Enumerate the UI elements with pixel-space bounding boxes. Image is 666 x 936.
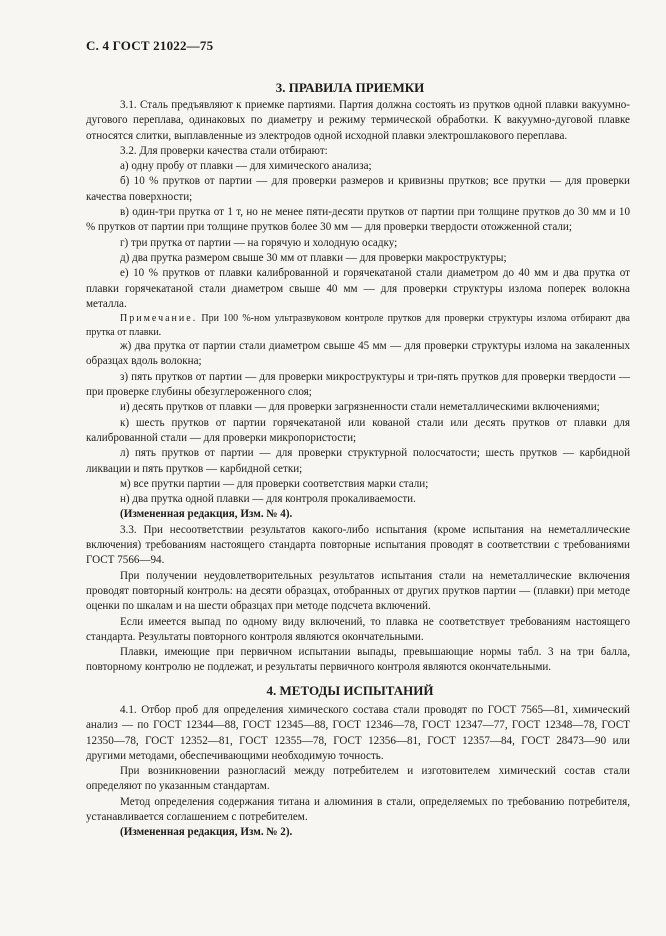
- list-item: д) два прутка размером свыше 30 мм от плавки — для проверки макроструктуры;: [120, 251, 507, 264]
- paragraph: 3.3. При несоответствии результатов какого-либо испытания (кроме испытания на неметаллические включения) требованиям настоящего стандарта повторные испытания проводят в соответствии с требованиями ГОСТ 7566—94.: [86, 523, 630, 567]
- list-item: м) все прутки партии — для проверки соответствия марки стали;: [120, 477, 429, 490]
- list-item: б) 10 % прутков от партии — для проверки размеров и кривизны прутков; все прутки — для проверки качества поверхности;: [86, 175, 630, 203]
- list-item: и) десять прутков от плавки — для проверки загрязненности стали неметаллическими включениями;: [120, 401, 600, 414]
- section-4-title: 4. МЕТОДЫ ИСПЫТАНИЙ: [266, 683, 434, 698]
- section-3-body: [86, 98, 630, 676]
- list-item: к) шесть прутков от партии горячекатаной или кованой стали или десять прутков от плавки для калиброванной стали — для проверки микропористости;: [86, 416, 630, 444]
- revision-note: (Измененная редакция, Изм. № 2).: [120, 826, 293, 839]
- paragraph: 3.2. Для проверки качества стали отбирают:: [120, 144, 328, 157]
- list-item: л) пять прутков от партии — для проверки структурной полосчатости; шесть прутков — карбидной ликвации и пять прутков — карбидной сетки;: [86, 447, 630, 475]
- paragraph: При возникновении разногласий между потребителем и изготовителем химический состав стали определяют по указанным стандартам.: [86, 765, 630, 793]
- paragraph: 4.1. Отбор проб для определения химического состава стали проводят по ГОСТ 7565—81, химический анализ — по ГОСТ 12344—88, ГОСТ 12345—88, ГОСТ 12346—78, ГОСТ 12347—77, ГОСТ 12348—78, ГОСТ 12350—78, ГОСТ 12352—81, ГОСТ 12355—78, ГОСТ 12356—81, ГОСТ 12357—84, ГОСТ 28473—90 или другими методами, обеспечивающими необходимую точность.: [86, 704, 630, 762]
- paragraph: Если имеется выпад по одному виду включений, то плавка не соответствует требованиям настоящего стандарта. Результаты повторного контроля являются окончательными.: [86, 615, 630, 643]
- list-item: в) один-три прутка от 1 т, но не менее пяти-десяти прутков от партии при толщине прутков до 30 мм и 10 % прутков от партии при толщине прутков более 30 мм — для проверки твердости отожженной стали;: [86, 206, 630, 234]
- note: [86, 312, 630, 339]
- paragraph: При получении неудовлетворительных результатов испытания стали на неметаллические включения проводят повторный контроль: на десяти образцах, отобранных от других прутков партии — (плавки) при методе оценки по шкалам и на шести образцах при методе подсчета включений.: [86, 569, 630, 613]
- note-text: При 100 %-ном ультразвуковом контроле прутков для проверки структуры излома отбирают два прутка от плавки.: [86, 313, 630, 338]
- paragraph: Метод определения содержания титана и алюминия в стали, определяемых по требованию потребителя, устанавливается соглашением с потребителем.: [86, 795, 630, 824]
- section-4-body: [86, 703, 630, 841]
- list-item: ж) два прутка от партии стали диаметром свыше 45 мм — для проверки структуры излома на закаленных образцах вдоль волокна;: [86, 340, 630, 368]
- list-item: г) три прутка от партии — на горячую и холодную осадку;: [120, 236, 398, 249]
- paragraph: Плавки, имеющие при первичном испытании выпады, превышающие нормы табл. 3 на три балла, повторному контролю не подлежат, и результаты первичного контроля являются окончательными.: [86, 646, 630, 674]
- page-header: С. 4 ГОСТ 21022—75: [86, 38, 214, 53]
- paragraph: 3.1. Сталь предъявляют к приемке партиями. Партия должна состоять из прутков одной плавки вакуумно-дугового переплава, одинаковых по диаметру и режиму термической обработки. К вакуумно-дуговой плавке относятся слитки, выплавленные из электродов одной исходной плавки электрошлакового переплава.: [86, 99, 630, 142]
- section-3-title: 3. ПРАВИЛА ПРИЕМКИ: [275, 80, 425, 95]
- revision-note: (Измененная редакция, Изм. № 4).: [120, 508, 293, 521]
- list-item: з) пять прутков от партии — для проверки микроструктуры и три-пять прутков для проверки твердости — при проверке глубины обезуглероженного слоя;: [86, 370, 630, 399]
- note-label: Примечание.: [120, 313, 198, 325]
- list-item: а) одну пробу от плавки — для химического анализа;: [120, 160, 372, 173]
- list-item: н) два прутка одной плавки — для контроля прокаливаемости.: [120, 493, 416, 506]
- list-item: е) 10 % прутков от плавки калиброванной и горячекатаной стали диаметром до 40 мм и два прутка от плавки горячекатаной стали диаметром свыше 40 мм — для проверки структуры излома поперек волокна металла.: [86, 267, 630, 310]
